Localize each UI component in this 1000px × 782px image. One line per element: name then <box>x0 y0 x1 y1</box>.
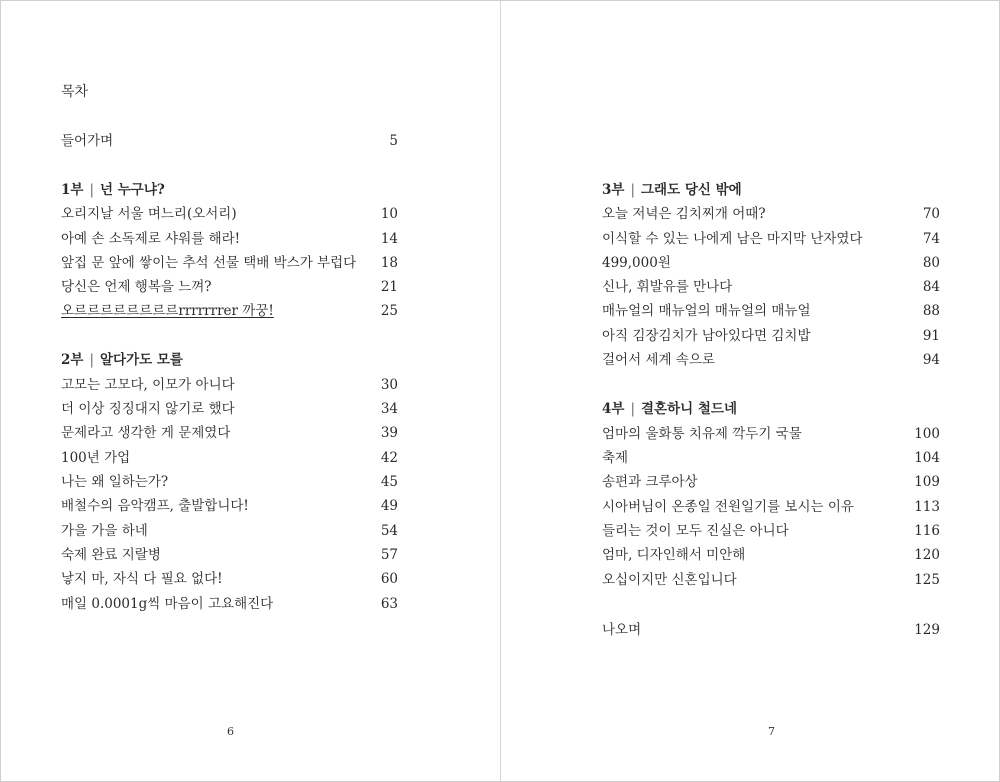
toc-entry-page: 120 <box>914 547 940 563</box>
toc-entry[interactable] <box>61 204 398 224</box>
part-separator: | <box>89 352 94 368</box>
toc-entry[interactable] <box>61 472 398 492</box>
part-label: 4부 <box>602 401 625 417</box>
toc-entry-title: 오리지날 서울 며느리(오서리) <box>61 206 237 222</box>
toc-heading: 목차 <box>61 84 89 100</box>
toc-entry[interactable] <box>61 545 398 565</box>
toc-entry-title: 들리는 것이 모두 진실은 아니다 <box>602 523 789 539</box>
toc-entry[interactable] <box>602 472 940 492</box>
toc-entry-title: 오늘 저녁은 김치찌개 어때? <box>602 206 766 222</box>
toc-entry-page: 5 <box>389 133 398 149</box>
part-separator: | <box>89 182 94 198</box>
toc-entry[interactable] <box>602 253 940 273</box>
part-title: 결혼하니 철드네 <box>641 401 737 417</box>
toc-entry-page: 63 <box>380 596 398 612</box>
toc-entry-title: 오르르르르르르르르rrrrrrrer 까꿍! <box>61 303 274 319</box>
toc-entry-page: 91 <box>922 328 940 344</box>
toc-entry[interactable] <box>602 326 940 346</box>
toc-entry-page: 74 <box>922 231 940 247</box>
toc-entry-title: 시아버님이 온종일 전원일기를 보시는 이유 <box>602 499 854 515</box>
part-label: 1부 <box>61 182 84 198</box>
toc-entry-title: 배철수의 음악캠프, 출발합니다! <box>61 498 249 514</box>
toc-entry[interactable] <box>602 570 940 590</box>
toc-entry-page: 54 <box>380 523 398 539</box>
part-separator: | <box>630 401 635 417</box>
toc-entry[interactable] <box>602 277 940 297</box>
part-title: 그래도 당신 밖에 <box>641 182 742 198</box>
left-page <box>1 1 500 781</box>
toc-entry-title: 신나, 휘발유를 만나다 <box>602 279 733 295</box>
toc-entry-title: 가을 가을 하네 <box>61 523 148 539</box>
toc-entry[interactable] <box>602 448 940 468</box>
toc-entry-page: 84 <box>922 279 940 295</box>
toc-entry[interactable] <box>61 399 398 419</box>
toc-entry[interactable] <box>61 496 398 516</box>
toc-entry[interactable] <box>61 253 398 273</box>
page-number: 6 <box>227 725 234 738</box>
toc-entry-title: 나오며 <box>602 622 642 638</box>
toc-entry-title: 고모는 고모다, 이모가 아니다 <box>61 377 235 393</box>
toc-entry-page: 104 <box>914 450 940 466</box>
toc-entry-page: 45 <box>380 474 398 490</box>
toc-entry-page: 42 <box>380 450 398 466</box>
toc-entry-page: 129 <box>914 622 940 638</box>
toc-entry-title: 숙제 완료 지랄병 <box>61 547 161 563</box>
toc-entry-page: 25 <box>380 303 398 319</box>
toc-entry[interactable] <box>602 424 940 444</box>
toc-entry-page: 49 <box>380 498 398 514</box>
toc-entry[interactable] <box>602 350 940 370</box>
toc-entry-title: 축제 <box>602 450 629 466</box>
toc-entry-title: 앞집 문 앞에 쌓이는 추석 선물 택배 박스가 부럽다 <box>61 255 357 271</box>
toc-entry-title: 송편과 크루아상 <box>602 474 698 490</box>
toc-entry-page: 80 <box>922 255 940 271</box>
part-3-heading <box>602 180 940 200</box>
toc-entry-page: 94 <box>922 352 940 368</box>
toc-entry[interactable] <box>61 448 398 468</box>
toc-entry[interactable] <box>61 521 398 541</box>
part-label: 3부 <box>602 182 625 198</box>
toc-entry[interactable] <box>602 545 940 565</box>
toc-entry[interactable] <box>602 229 940 249</box>
toc-entry-title: 들어가며 <box>61 133 114 149</box>
toc-entry-page: 70 <box>922 206 940 222</box>
toc-entry-outro[interactable] <box>602 620 940 640</box>
toc-entry-title: 문제라고 생각한 게 문제였다 <box>61 425 231 441</box>
toc-entry-title: 낳지 마, 자식 다 필요 없다! <box>61 571 223 587</box>
toc-entry-page: 30 <box>380 377 398 393</box>
toc-entry-title: 오십이지만 신혼입니다 <box>602 572 737 588</box>
right-page <box>501 1 1000 781</box>
part-title: 넌 누구냐? <box>100 182 165 198</box>
toc-entry-title: 엄마의 울화통 치유제 깍두기 국물 <box>602 426 802 442</box>
toc-entry[interactable] <box>602 521 940 541</box>
toc-entry[interactable] <box>61 301 398 321</box>
toc-entry-title: 499,000원 <box>602 255 671 271</box>
toc-entry-page: 10 <box>380 206 398 222</box>
toc-entry-title: 더 이상 징징대지 않기로 했다 <box>61 401 235 417</box>
part-label: 2부 <box>61 352 84 368</box>
toc-entry[interactable] <box>61 594 398 614</box>
toc-entry-title: 이식할 수 있는 나에게 남은 마지막 난자였다 <box>602 231 863 247</box>
part-title: 알다가도 모를 <box>100 352 183 368</box>
toc-entry-title: 매뉴얼의 매뉴얼의 매뉴얼의 매뉴얼 <box>602 303 811 319</box>
toc-entry[interactable] <box>602 204 940 224</box>
part-separator: | <box>630 182 635 198</box>
toc-entry[interactable] <box>61 375 398 395</box>
toc-entry-page: 60 <box>380 571 398 587</box>
toc-entry-title: 아직 김장김치가 남아있다면 김치밥 <box>602 328 811 344</box>
toc-entry-title: 엄마, 디자인해서 미안해 <box>602 547 746 563</box>
toc-entry-title: 당신은 언제 행복을 느껴? <box>61 279 212 295</box>
part-4-heading <box>602 399 940 419</box>
toc-entry-page: 18 <box>380 255 398 271</box>
toc-entry-page: 109 <box>914 474 940 490</box>
toc-entry[interactable] <box>602 301 940 321</box>
toc-entry-title: 100년 가업 <box>61 450 131 466</box>
toc-entry[interactable] <box>61 423 398 443</box>
toc-entry[interactable] <box>61 569 398 589</box>
part-2-heading <box>61 350 398 370</box>
part-1-heading <box>61 180 398 200</box>
toc-entry-page: 57 <box>380 547 398 563</box>
toc-entry-page: 116 <box>914 523 940 539</box>
toc-entry-intro[interactable] <box>61 131 398 151</box>
toc-entry-page: 113 <box>914 499 940 515</box>
toc-entry[interactable] <box>61 229 398 249</box>
toc-entry-title: 나는 왜 일하는가? <box>61 474 169 490</box>
toc-entry-title: 아예 손 소독제로 샤워를 해라! <box>61 231 241 247</box>
toc-entry-page: 14 <box>380 231 398 247</box>
toc-entry-page: 88 <box>922 303 940 319</box>
toc-entry-title: 걸어서 세계 속으로 <box>602 352 715 368</box>
toc-entry-page: 125 <box>914 572 940 588</box>
toc-entry[interactable] <box>61 277 398 297</box>
toc-entry[interactable] <box>602 497 940 517</box>
page-number: 7 <box>768 725 775 738</box>
toc-entry-page: 100 <box>914 426 940 442</box>
toc-entry-page: 39 <box>380 425 398 441</box>
toc-entry-page: 21 <box>380 279 398 295</box>
toc-entry-page: 34 <box>380 401 398 417</box>
toc-entry-title: 매일 0.0001g씩 마음이 고요해진다 <box>61 596 274 612</box>
